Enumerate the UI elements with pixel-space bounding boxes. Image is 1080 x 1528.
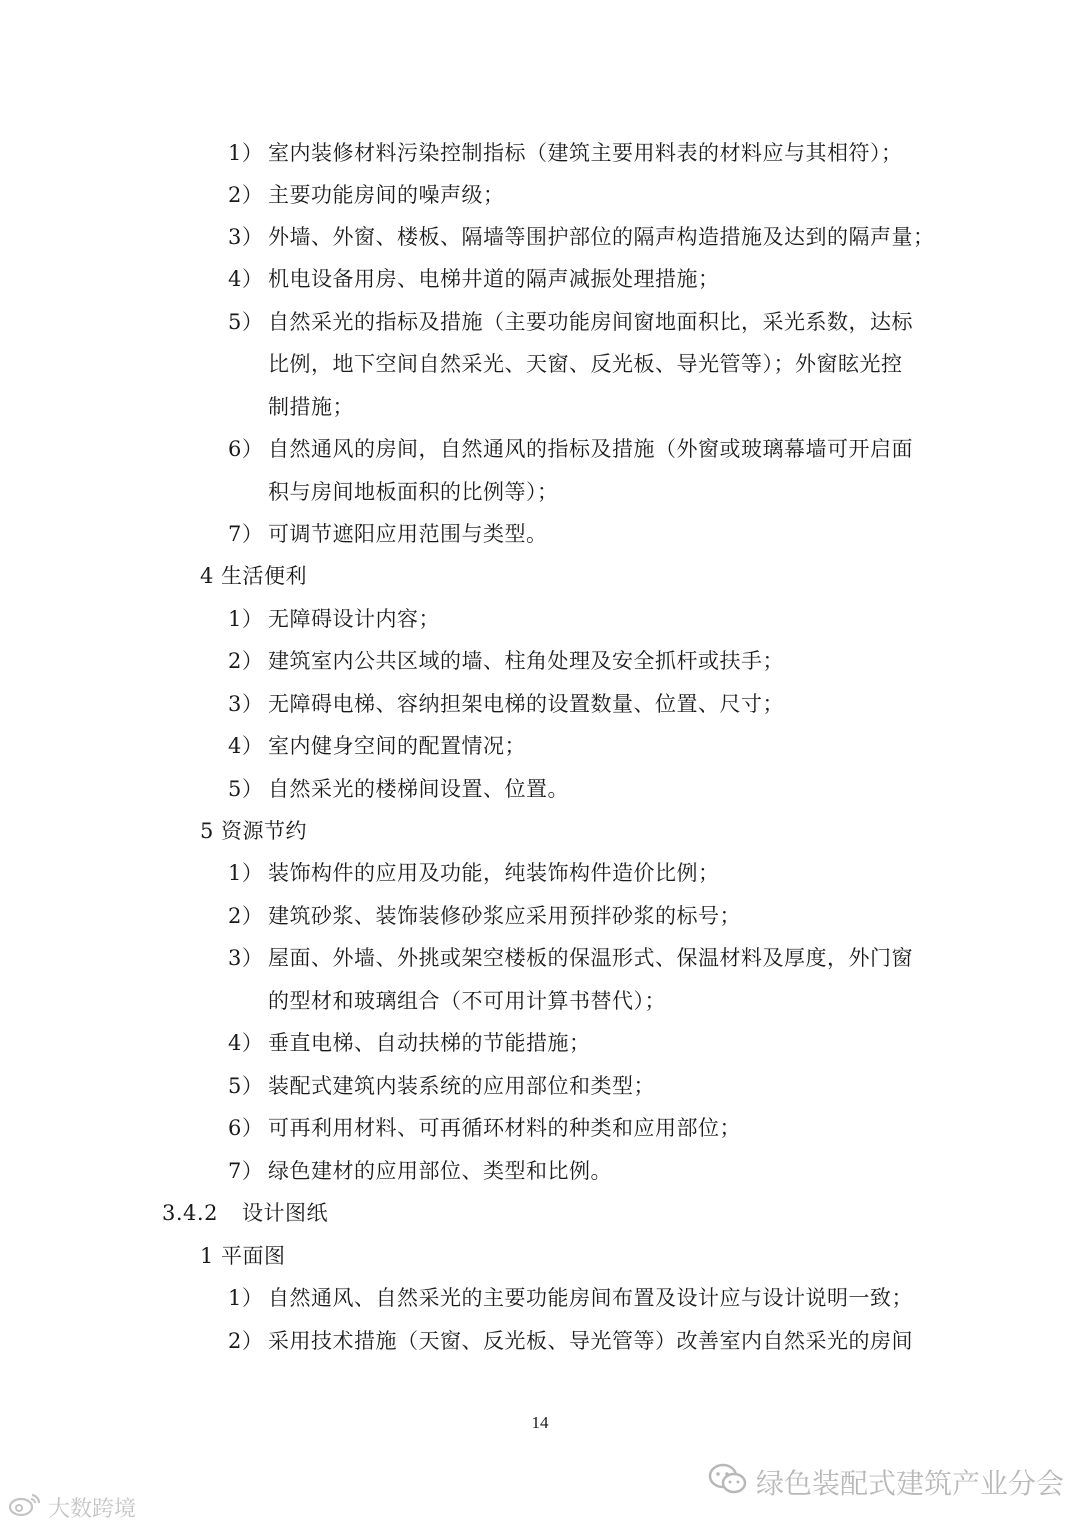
list-item-continuation: 的型材和玻璃组合（不可用计算书替代）； <box>268 989 666 1013</box>
page-number: 14 <box>531 1413 549 1432</box>
subsection-heading: 5 资源节约 <box>200 819 308 843</box>
weibo-icon <box>8 1491 42 1523</box>
watermark-left-text: 大数跨境 <box>48 1496 137 1522</box>
watermark-left <box>8 1492 136 1522</box>
wechat-icon <box>708 1462 748 1503</box>
list-item-continuation: 制措施； <box>268 395 354 419</box>
watermark-right <box>708 1460 1064 1504</box>
subsection-heading: 4 生活便利 <box>200 564 308 588</box>
document-page: 1） 室内装修材料污染控制指标（建筑主要用料表的材料应与其相符）； 2） 主要功能房间的噪声级； 3） 外墙、外窗、楼板、隔墙等围护部位的隔声构造措施及达到的隔声量； 4） 机电设备用房、电梯井道的隔声减振处理措施； 5） 自然采光的指标及措施（主要功能房间窗地面积比，采光系数，达标 比例，地下空间自然采光、天窗、反光板、导光管等）；外窗眩光控 制措施； 6） 自然通风的房间，自然通风的指标及措施（外窗或玻璃幕墙可开启面 积与房间地板面积的比例等）； 7） 可调节遮阳应用范围与类型。 4 生活便利 1） 无障碍设计内容； 2） 建筑室内公共区域的墙、柱角处理及安全抓杆或扶手； 3） 无障碍电梯、容纳担架电梯的设置数量、位置、尺寸； 4） 室内健身空间的配置情况； 5） 自然采光的楼梯间设置、位置。 5 资源节约 1） 装饰构件的应用及功能，纯装饰构件造价比例； 2） 建筑砂浆、装饰装修砂浆应采用预拌砂浆的标号； 3） 屋面、外墙、外挑或架空楼板的保温形式、保温材料及厚度，外门窗 的型材和玻璃组合（不可用计算书替代）； 4） 垂直电梯、自动扶梯的节能措施； 5） 装配式建筑内装系统的应用部位和类型； 6） 可再利用材料、可再循环材料的种类和应用部位； 7） 绿色建材的应用部位、类型和比例。 3.4.2 设计图纸 1 平面图 1） 自然通风、自然采光的主要功能房间布置及设计应与设计说明一致； 2） 采用技术措施（天窗、反光板、导光管等）改善室内自然采光的房间 14 绿色装配式建筑产业分会 大数跨境 <box>0 0 1080 1528</box>
watermark-right-text: 绿色装配式建筑产业分会 <box>756 1467 1065 1500</box>
list-item-continuation: 积与房间地板面积的比例等）； <box>268 480 559 504</box>
list-item-continuation: 比例，地下空间自然采光、天窗、反光板、导光管等）；外窗眩光控 <box>268 352 903 376</box>
subsection-heading: 1 平面图 <box>200 1244 286 1268</box>
